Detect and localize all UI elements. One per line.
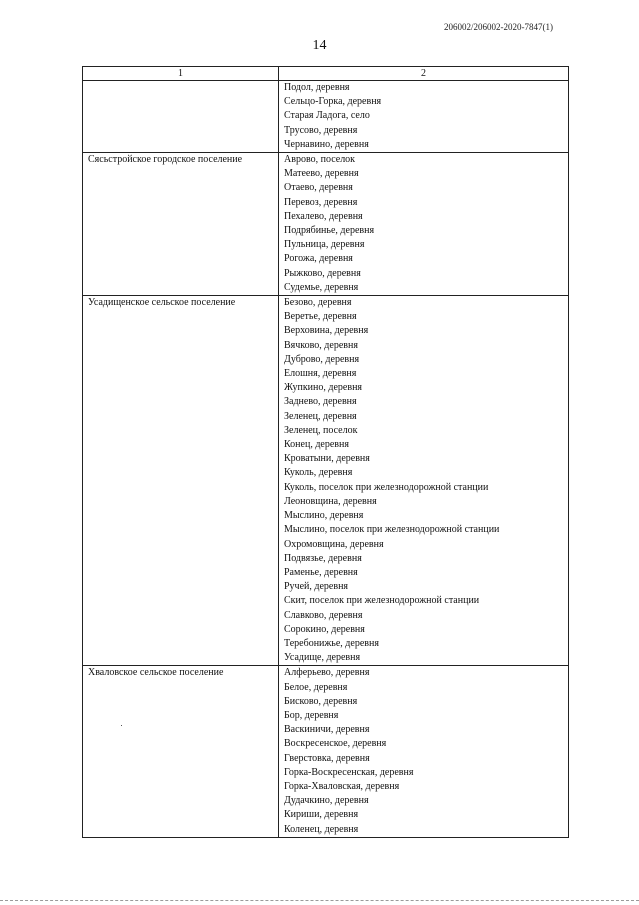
locality-item: Судемье, деревня — [284, 281, 359, 293]
locality-item: Заднево, деревня — [284, 396, 357, 408]
locality-item: Куколь, деревня — [284, 467, 353, 479]
locality-item: Матеево, деревня — [284, 168, 359, 180]
settlement-cell — [83, 296, 279, 666]
column-header-1: 1 — [83, 67, 279, 81]
table-row — [83, 81, 569, 153]
settlements-table — [82, 66, 569, 838]
locality-item: Зеленец, деревня — [284, 410, 357, 422]
settlement-name: Усадищенское сельское поселение — [88, 297, 236, 309]
locality-item: Мыслино, деревня — [284, 510, 364, 522]
locality-item: Раменье, деревня — [284, 566, 358, 578]
locality-item: Куколь, поселок при железнодорожной станции — [284, 481, 489, 493]
locality-item: Воскресенское, деревня — [284, 738, 387, 750]
locality-item: Отаево, деревня — [284, 182, 353, 194]
locality-item: Бор, деревня — [284, 709, 339, 721]
locality-item: Пульница, деревня — [284, 239, 365, 251]
table-row — [83, 153, 569, 296]
locality-item: Сельцо-Горка, деревня — [284, 96, 382, 108]
locality-item: Кроватыни, деревня — [284, 453, 370, 465]
locality-item: Алферьево, деревня — [284, 667, 370, 679]
locality-item: Аврово, поселок — [284, 154, 356, 166]
locality-item: Веретье, деревня — [284, 311, 357, 323]
page-number: 14 — [312, 38, 327, 53]
locality-item: Усадище, деревня — [284, 652, 361, 664]
locality-item: Елошня, деревня — [284, 368, 357, 380]
locality-item: Мыслино, поселок при железнодорожной станции — [284, 524, 500, 536]
locality-item: Кириши, деревня — [284, 809, 359, 821]
locality-item: Жупкино, деревня — [284, 382, 363, 394]
locality-item: Рогожа, деревня — [284, 253, 353, 265]
locality-item: Коленец, деревня — [284, 823, 359, 835]
document-registration-number: 206002/206002-2020-7847(1) — [444, 22, 553, 32]
locality-item: Белое, деревня — [284, 681, 348, 693]
locality-item: Перевоз, деревня — [284, 196, 358, 208]
locality-item: Безово, деревня — [284, 297, 352, 309]
header-row — [83, 67, 569, 81]
locality-item: Вячково, деревня — [284, 339, 358, 351]
settlement-cell — [83, 153, 279, 296]
settlement-name: Хваловское сельское поселение — [88, 667, 224, 679]
scan-speck — [121, 725, 122, 726]
localities-cell — [279, 153, 569, 296]
locality-item: Бисково, деревня — [284, 695, 358, 707]
settlement-cell — [83, 666, 279, 837]
locality-item: Трусово, деревня — [284, 124, 358, 136]
table-row — [83, 296, 569, 666]
scan-bottom-edge — [0, 899, 639, 901]
locality-item: Дудачкино, деревня — [284, 795, 369, 807]
locality-item: Подрябинье, деревня — [284, 225, 375, 237]
settlement-name: Сясьстройское городское поселение — [88, 154, 243, 166]
table-header — [83, 67, 569, 81]
locality-item: Горка-Хваловская, деревня — [284, 780, 400, 792]
locality-item: Ручей, деревня — [284, 581, 349, 593]
locality-item: Рыжково, деревня — [284, 267, 361, 279]
locality-item: Теребонижье, деревня — [284, 637, 379, 649]
locality-item: Леоновщина, деревня — [284, 495, 377, 507]
locality-item: Конец, деревня — [284, 439, 349, 451]
locality-item: Васкиничи, деревня — [284, 724, 370, 736]
locality-item: Старая Ладога, село — [284, 110, 370, 122]
locality-item: Зеленец, поселок — [284, 424, 358, 436]
localities-cell — [279, 666, 569, 837]
locality-item: Чернавино, деревня — [284, 138, 369, 150]
localities-cell — [279, 81, 569, 153]
column-header-2: 2 — [279, 67, 569, 81]
locality-item: Гверстовка, деревня — [284, 752, 370, 764]
locality-item: Сорокино, деревня — [284, 623, 365, 635]
locality-item: Пехалево, деревня — [284, 210, 363, 222]
locality-item: Охромовщина, деревня — [284, 538, 384, 550]
locality-item: Скит, поселок при железнодорожной станции — [284, 595, 480, 607]
table-row — [83, 666, 569, 837]
locality-item: Верховина, деревня — [284, 325, 369, 337]
locality-item: Славково, деревня — [284, 609, 363, 621]
locality-item: Дуброво, деревня — [284, 353, 360, 365]
localities-cell — [279, 296, 569, 666]
table-body — [83, 81, 569, 838]
locality-item: Подол, деревня — [284, 82, 350, 93]
locality-item: Подвязье, деревня — [284, 552, 362, 564]
settlement-cell — [83, 81, 279, 153]
locality-item: Горка-Воскресенская, деревня — [284, 766, 414, 778]
